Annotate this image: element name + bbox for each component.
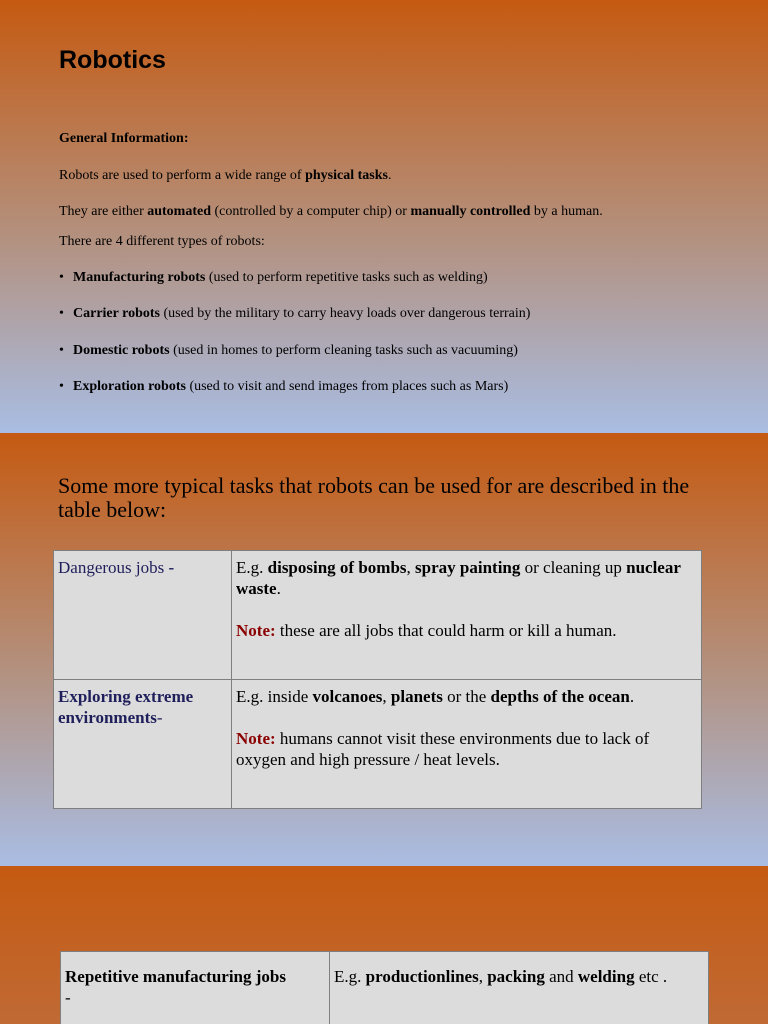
- bullet-icon: •: [59, 343, 64, 358]
- tasks-intro-text: Some more typical tasks that robots can be used for are described in the table below:: [58, 473, 690, 522]
- exploring-label: Exploring extreme environments: [58, 687, 194, 727]
- dash: -: [168, 558, 175, 577]
- table-row: [61, 952, 709, 1024]
- bullet-text: (used by the military to carry heavy loads over dangerous terrain): [159, 306, 531, 321]
- eg-text: E.g. inside: [236, 687, 313, 706]
- dash: -: [65, 988, 71, 1007]
- dangerous-jobs-label: Dangerous jobs: [58, 558, 169, 577]
- bullet-text: (used in homes to perform cleaning tasks such as vacuuming): [169, 343, 518, 358]
- connector-text: and: [544, 967, 578, 986]
- table-cell-category: [61, 952, 330, 1024]
- end-text: etc .: [634, 967, 668, 986]
- separator: ,: [382, 687, 391, 706]
- intro-line-2: [59, 204, 603, 220]
- line1-bold: physical tasks: [305, 168, 388, 183]
- line2-mid: (controlled by a computer chip) or: [211, 204, 411, 219]
- table-cell-description: [330, 952, 709, 1024]
- bold-term: depths of the ocean: [490, 687, 630, 706]
- bullet-bold: Domestic robots: [73, 343, 170, 358]
- note-label: Note:: [236, 729, 276, 748]
- connector-text: or cleaning up: [520, 558, 627, 577]
- general-info-heading: [59, 131, 188, 147]
- bold-term: spray painting: [415, 558, 521, 577]
- table-cell-description: [232, 551, 702, 680]
- intro-line-1: [59, 168, 391, 184]
- line2-post: by a human.: [530, 204, 603, 219]
- eg-text: E.g.: [334, 967, 366, 986]
- end-text: .: [629, 687, 635, 706]
- repetitive-label: Repetitive manufacturing jobs: [65, 967, 286, 986]
- separator: ,: [478, 967, 488, 986]
- line2-bold1: automated: [147, 204, 212, 219]
- tasks-table: [53, 550, 702, 809]
- note-text: humans cannot visit these environments due to lack of oxygen and high pressure / heat levels.: [236, 729, 650, 769]
- eg-text: E.g.: [236, 558, 268, 577]
- page-title: Robotics: [59, 46, 166, 74]
- note-text: these are all jobs that could harm or kill a human.: [275, 621, 617, 640]
- bullet-bold: Exploration robots: [73, 379, 186, 394]
- bullet-icon: •: [59, 270, 64, 285]
- bullet-text: (used to perform repetitive tasks such as welding): [205, 270, 488, 285]
- bullet-bold: Carrier robots: [73, 306, 160, 321]
- line2-pre: They are either: [59, 204, 148, 219]
- slide-robotics-intro: [0, 0, 768, 433]
- slide-repetitive-jobs: [0, 866, 768, 1024]
- list-item: [59, 379, 508, 395]
- table-row: [54, 680, 702, 809]
- table-cell-description: [232, 680, 702, 809]
- spacer: [236, 599, 697, 620]
- dash: -: [156, 708, 163, 727]
- bold-term: planets: [390, 687, 443, 706]
- general-info-label: General Information:: [59, 131, 189, 146]
- table-cell-category: [54, 551, 232, 680]
- list-item: [59, 270, 488, 286]
- repetitive-jobs-table: [60, 951, 709, 1024]
- bold-term: disposing of bombs: [267, 558, 407, 577]
- bullet-icon: •: [59, 379, 64, 394]
- line2-bold2: manually controlled: [410, 204, 531, 219]
- bold-term: welding: [577, 967, 635, 986]
- bold-term: volcanoes: [312, 687, 383, 706]
- table-cell-category: [54, 680, 232, 809]
- bullet-bold: Manufacturing robots: [73, 270, 206, 285]
- note-label: Note:: [236, 621, 276, 640]
- bold-term: packing: [487, 967, 545, 986]
- bold-term: productionlines: [365, 967, 479, 986]
- list-item: [59, 306, 530, 322]
- end-text: .: [276, 579, 281, 598]
- slide-typical-tasks: [0, 433, 768, 866]
- table-row: [54, 551, 702, 680]
- line1-post: .: [387, 168, 392, 183]
- separator: ,: [406, 558, 416, 577]
- intro-line-3: There are 4 different types of robots:: [59, 234, 265, 249]
- spacer: [236, 707, 697, 728]
- list-item: [59, 343, 518, 359]
- bold-term: nuclear waste: [236, 558, 681, 598]
- bullet-icon: •: [59, 306, 64, 321]
- line1-pre: Robots are used to perform a wide range of: [59, 168, 306, 183]
- bullet-text: (used to visit and send images from places such as Mars): [185, 379, 509, 394]
- connector-text: or the: [442, 687, 491, 706]
